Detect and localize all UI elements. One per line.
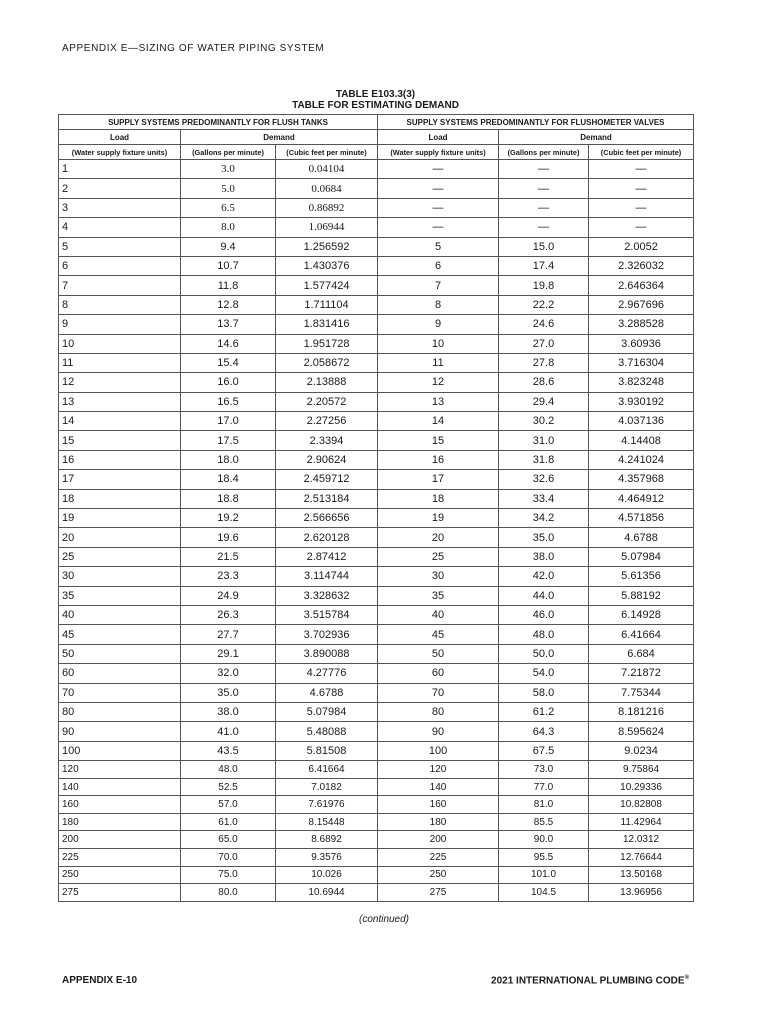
cell-load-left: 120 (59, 761, 181, 779)
cell-load-left: 80 (59, 702, 181, 721)
cell-cfm-left: 0.04104 (276, 160, 378, 179)
cell-load-left: 60 (59, 664, 181, 683)
cell-cfm-left: 10.6944 (276, 884, 378, 902)
cell-load-left: 100 (59, 741, 181, 760)
cell-cfm-right: 2.326032 (589, 256, 694, 275)
table-row (59, 179, 694, 198)
cell-gpm-left: 17.5 (181, 431, 276, 450)
cell-gpm-left: 16.5 (181, 392, 276, 411)
cell-cfm-left: 1.256592 (276, 237, 378, 256)
cell-load-right: — (378, 218, 499, 237)
cell-gpm-left: 10.7 (181, 256, 276, 275)
cell-gpm-right: 27.8 (499, 353, 589, 372)
cell-gpm-left: 35.0 (181, 683, 276, 702)
table-row (59, 567, 694, 586)
cell-load-left: 18 (59, 489, 181, 508)
cell-gpm-left: 52.5 (181, 778, 276, 796)
table-row (59, 761, 694, 779)
cell-load-right: 18 (378, 489, 499, 508)
cell-load-left: 45 (59, 625, 181, 644)
cell-cfm-right: 12.0312 (589, 831, 694, 849)
cell-gpm-right: 28.6 (499, 373, 589, 392)
cell-load-right: 17 (378, 470, 499, 489)
header-gpm-left: (Gallons per minute) (181, 145, 276, 160)
cell-gpm-right: 42.0 (499, 567, 589, 586)
cell-cfm-left: 1.577424 (276, 276, 378, 295)
table-row (59, 547, 694, 566)
cell-gpm-right: — (499, 160, 589, 179)
table-row (59, 586, 694, 605)
cell-cfm-left: 7.0182 (276, 778, 378, 796)
cell-gpm-right: 101.0 (499, 866, 589, 884)
cell-load-left: 225 (59, 849, 181, 867)
cell-cfm-left: 4.27776 (276, 664, 378, 683)
cell-load-left: 13 (59, 392, 181, 411)
cell-cfm-right: 4.571856 (589, 509, 694, 528)
cell-gpm-left: 15.4 (181, 353, 276, 372)
cell-cfm-left: 9.3576 (276, 849, 378, 867)
cell-load-left: 7 (59, 276, 181, 295)
cell-load-right: 9 (378, 315, 499, 334)
cell-cfm-right: 2.646364 (589, 276, 694, 295)
cell-gpm-right: 31.8 (499, 450, 589, 469)
table-row (59, 237, 694, 256)
cell-load-left: 35 (59, 586, 181, 605)
cell-load-left: 5 (59, 237, 181, 256)
cell-gpm-right: 81.0 (499, 796, 589, 814)
cell-cfm-left: 1.06944 (276, 218, 378, 237)
cell-load-right: 275 (378, 884, 499, 902)
cell-gpm-right: 64.3 (499, 722, 589, 741)
header-units-right: (Water supply fixture units) (378, 145, 499, 160)
cell-cfm-right: 3.823248 (589, 373, 694, 392)
cell-gpm-left: 24.9 (181, 586, 276, 605)
cell-gpm-right: — (499, 198, 589, 217)
cell-gpm-right: 29.4 (499, 392, 589, 411)
cell-gpm-left: 6.5 (181, 198, 276, 217)
cell-load-left: 14 (59, 412, 181, 431)
cell-cfm-right: 5.88192 (589, 586, 694, 605)
cell-cfm-right: 13.50168 (589, 866, 694, 884)
cell-load-right: 6 (378, 256, 499, 275)
header-cfm-right: (Cubic feet per minute) (589, 145, 694, 160)
cell-cfm-left: 8.15448 (276, 813, 378, 831)
cell-load-right: 100 (378, 741, 499, 760)
cell-cfm-right: 7.21872 (589, 664, 694, 683)
footer-title-text: 2021 INTERNATIONAL PLUMBING CODE (491, 975, 685, 987)
table-caption (58, 89, 693, 111)
cell-cfm-right: 9.75864 (589, 761, 694, 779)
cell-cfm-left: 6.41664 (276, 761, 378, 779)
cell-cfm-right: 4.464912 (589, 489, 694, 508)
cell-gpm-left: 70.0 (181, 849, 276, 867)
cell-cfm-left: 1.951728 (276, 334, 378, 353)
cell-cfm-left: 2.13888 (276, 373, 378, 392)
cell-load-right: 45 (378, 625, 499, 644)
cell-cfm-right: 6.14928 (589, 605, 694, 624)
cell-cfm-left: 2.3394 (276, 431, 378, 450)
cell-load-right: 5 (378, 237, 499, 256)
cell-load-left: 140 (59, 778, 181, 796)
cell-gpm-right: 104.5 (499, 884, 589, 902)
table-row (59, 160, 694, 179)
cell-gpm-left: 23.3 (181, 567, 276, 586)
cell-cfm-left: 10.026 (276, 866, 378, 884)
cell-load-right: 11 (378, 353, 499, 372)
table-row (59, 831, 694, 849)
cell-gpm-right: 77.0 (499, 778, 589, 796)
table-row (59, 276, 694, 295)
cell-cfm-left: 7.61976 (276, 796, 378, 814)
cell-load-right: 25 (378, 547, 499, 566)
cell-gpm-left: 16.0 (181, 373, 276, 392)
cell-load-left: 16 (59, 450, 181, 469)
cell-load-right: 10 (378, 334, 499, 353)
cell-gpm-right: 15.0 (499, 237, 589, 256)
cell-cfm-left: 2.513184 (276, 489, 378, 508)
table-body (59, 160, 694, 902)
cell-load-right: 90 (378, 722, 499, 741)
cell-gpm-left: 5.0 (181, 179, 276, 198)
cell-load-right: 8 (378, 295, 499, 314)
cell-gpm-left: 19.2 (181, 509, 276, 528)
demand-table (58, 114, 694, 902)
cell-gpm-left: 27.7 (181, 625, 276, 644)
cell-load-right: 7 (378, 276, 499, 295)
cell-gpm-left: 75.0 (181, 866, 276, 884)
cell-cfm-right: 3.288528 (589, 315, 694, 334)
cell-cfm-right: 2.967696 (589, 295, 694, 314)
cell-cfm-left: 2.20572 (276, 392, 378, 411)
table-row (59, 644, 694, 663)
cell-load-left: 3 (59, 198, 181, 217)
cell-gpm-right: 46.0 (499, 605, 589, 624)
cell-load-right: 200 (378, 831, 499, 849)
cell-cfm-left: 8.6892 (276, 831, 378, 849)
table-row (59, 315, 694, 334)
cell-cfm-right: — (589, 179, 694, 198)
cell-gpm-left: 8.0 (181, 218, 276, 237)
cell-gpm-left: 18.4 (181, 470, 276, 489)
cell-cfm-right: 5.61356 (589, 567, 694, 586)
cell-cfm-right: 5.07984 (589, 547, 694, 566)
cell-gpm-left: 12.8 (181, 295, 276, 314)
footer-page-id: APPENDIX E-10 (62, 975, 138, 986)
cell-cfm-right: 12.76644 (589, 849, 694, 867)
cell-cfm-left: 3.515784 (276, 605, 378, 624)
cell-load-left: 8 (59, 295, 181, 314)
cell-gpm-left: 14.6 (181, 334, 276, 353)
cell-gpm-left: 13.7 (181, 315, 276, 334)
cell-gpm-right: 50.0 (499, 644, 589, 663)
cell-gpm-right: 19.8 (499, 276, 589, 295)
cell-load-left: 9 (59, 315, 181, 334)
cell-load-left: 40 (59, 605, 181, 624)
cell-load-right: 80 (378, 702, 499, 721)
header-cfm-left: (Cubic feet per minute) (276, 145, 378, 160)
cell-cfm-right: 11.42964 (589, 813, 694, 831)
cell-gpm-left: 48.0 (181, 761, 276, 779)
cell-gpm-right: 54.0 (499, 664, 589, 683)
cell-gpm-right: 85.5 (499, 813, 589, 831)
cell-cfm-right: 7.75344 (589, 683, 694, 702)
cell-cfm-left: 2.27256 (276, 412, 378, 431)
table-row (59, 373, 694, 392)
cell-cfm-right: 6.41664 (589, 625, 694, 644)
table-row (59, 218, 694, 237)
cell-cfm-right: 2.0052 (589, 237, 694, 256)
cell-gpm-right: 35.0 (499, 528, 589, 547)
cell-load-left: 10 (59, 334, 181, 353)
cell-cfm-left: 2.90624 (276, 450, 378, 469)
cell-cfm-right: 4.241024 (589, 450, 694, 469)
table-row (59, 198, 694, 217)
cell-gpm-left: 17.0 (181, 412, 276, 431)
cell-cfm-left: 2.87412 (276, 547, 378, 566)
cell-load-right: 15 (378, 431, 499, 450)
cell-cfm-left: 3.890088 (276, 644, 378, 663)
cell-load-right: 30 (378, 567, 499, 586)
cell-load-right: — (378, 160, 499, 179)
table-row (59, 702, 694, 721)
cell-gpm-right: 32.6 (499, 470, 589, 489)
cell-gpm-right: 33.4 (499, 489, 589, 508)
cell-gpm-left: 21.5 (181, 547, 276, 566)
cell-gpm-right: 61.2 (499, 702, 589, 721)
cell-load-right: 13 (378, 392, 499, 411)
cell-load-left: 17 (59, 470, 181, 489)
cell-load-right: 140 (378, 778, 499, 796)
table-row (59, 741, 694, 760)
cell-gpm-right: 30.2 (499, 412, 589, 431)
table-title: TABLE FOR ESTIMATING DEMAND (292, 100, 459, 111)
running-head: APPENDIX E—SIZING OF WATER PIPING SYSTEM (62, 43, 325, 54)
table-row (59, 866, 694, 884)
cell-cfm-left: 5.07984 (276, 702, 378, 721)
table-row (59, 412, 694, 431)
table-row (59, 778, 694, 796)
cell-cfm-left: 4.6788 (276, 683, 378, 702)
cell-gpm-left: 41.0 (181, 722, 276, 741)
cell-cfm-right: 9.0234 (589, 741, 694, 760)
table-row (59, 605, 694, 624)
cell-load-left: 25 (59, 547, 181, 566)
header-load-left: Load (59, 130, 181, 145)
cell-gpm-left: 65.0 (181, 831, 276, 849)
cell-cfm-right: 10.82808 (589, 796, 694, 814)
cell-gpm-left: 61.0 (181, 813, 276, 831)
cell-load-right: 60 (378, 664, 499, 683)
cell-gpm-left: 57.0 (181, 796, 276, 814)
cell-load-left: 90 (59, 722, 181, 741)
cell-cfm-right: 10.29336 (589, 778, 694, 796)
continued-note: (continued) (358, 914, 410, 925)
cell-gpm-right: 38.0 (499, 547, 589, 566)
cell-load-left: 250 (59, 866, 181, 884)
cell-gpm-left: 80.0 (181, 884, 276, 902)
cell-gpm-right: 24.6 (499, 315, 589, 334)
cell-cfm-right: 4.6788 (589, 528, 694, 547)
cell-cfm-right: — (589, 218, 694, 237)
header-demand-right: Demand (499, 130, 694, 145)
cell-load-left: 20 (59, 528, 181, 547)
header-demand-left: Demand (181, 130, 378, 145)
cell-load-right: 225 (378, 849, 499, 867)
cell-cfm-right: 3.716304 (589, 353, 694, 372)
cell-gpm-right: 44.0 (499, 586, 589, 605)
table-row (59, 431, 694, 450)
cell-load-left: 180 (59, 813, 181, 831)
cell-gpm-right: 67.5 (499, 741, 589, 760)
cell-cfm-left: 3.702936 (276, 625, 378, 644)
cell-load-right: 120 (378, 761, 499, 779)
cell-gpm-right: 31.0 (499, 431, 589, 450)
cell-load-right: 160 (378, 796, 499, 814)
table-row (59, 392, 694, 411)
table-row (59, 813, 694, 831)
cell-gpm-right: — (499, 179, 589, 198)
cell-cfm-right: 3.930192 (589, 392, 694, 411)
cell-gpm-left: 11.8 (181, 276, 276, 295)
cell-gpm-left: 19.6 (181, 528, 276, 547)
cell-load-left: 30 (59, 567, 181, 586)
cell-cfm-left: 5.48088 (276, 722, 378, 741)
cell-gpm-left: 38.0 (181, 702, 276, 721)
cell-load-left: 275 (59, 884, 181, 902)
cell-cfm-left: 1.831416 (276, 315, 378, 334)
cell-cfm-right: 4.357968 (589, 470, 694, 489)
cell-cfm-right: 4.037136 (589, 412, 694, 431)
cell-gpm-left: 29.1 (181, 644, 276, 663)
cell-load-left: 4 (59, 218, 181, 237)
cell-load-right: 35 (378, 586, 499, 605)
cell-load-left: 160 (59, 796, 181, 814)
table-row (59, 722, 694, 741)
table-row (59, 884, 694, 902)
cell-load-right: 250 (378, 866, 499, 884)
table-row (59, 796, 694, 814)
cell-cfm-left: 2.620128 (276, 528, 378, 547)
table-row (59, 664, 694, 683)
cell-gpm-left: 32.0 (181, 664, 276, 683)
table-row (59, 295, 694, 314)
cell-cfm-right: 13.96956 (589, 884, 694, 902)
table-row (59, 849, 694, 867)
cell-gpm-left: 9.4 (181, 237, 276, 256)
table-row (59, 683, 694, 702)
cell-load-right: 70 (378, 683, 499, 702)
registered-mark: ® (684, 975, 689, 981)
cell-cfm-left: 5.81508 (276, 741, 378, 760)
cell-cfm-left: 1.711104 (276, 295, 378, 314)
cell-load-right: 40 (378, 605, 499, 624)
cell-load-left: 15 (59, 431, 181, 450)
cell-cfm-left: 2.566656 (276, 509, 378, 528)
cell-load-right: — (378, 198, 499, 217)
cell-load-left: 2 (59, 179, 181, 198)
cell-cfm-right: 6.684 (589, 644, 694, 663)
header-gpm-right: (Gallons per minute) (499, 145, 589, 160)
cell-load-left: 70 (59, 683, 181, 702)
cell-gpm-right: 34.2 (499, 509, 589, 528)
cell-gpm-left: 18.0 (181, 450, 276, 469)
cell-load-left: 50 (59, 644, 181, 663)
cell-load-right: 14 (378, 412, 499, 431)
table-row (59, 528, 694, 547)
cell-gpm-right: 73.0 (499, 761, 589, 779)
cell-gpm-left: 18.8 (181, 489, 276, 508)
header-load-right: Load (378, 130, 499, 145)
cell-gpm-right: 95.5 (499, 849, 589, 867)
cell-cfm-right: — (589, 198, 694, 217)
table-number: TABLE E103.3(3) (335, 89, 416, 100)
table-row (59, 509, 694, 528)
cell-gpm-left: 3.0 (181, 160, 276, 179)
cell-gpm-right: 90.0 (499, 831, 589, 849)
cell-load-left: 1 (59, 160, 181, 179)
cell-cfm-left: 1.430376 (276, 256, 378, 275)
cell-gpm-right: 22.2 (499, 295, 589, 314)
table-row (59, 334, 694, 353)
cell-gpm-right: — (499, 218, 589, 237)
cell-gpm-right: 27.0 (499, 334, 589, 353)
table-row (59, 353, 694, 372)
table-row (59, 450, 694, 469)
table-row (59, 256, 694, 275)
cell-load-right: 19 (378, 509, 499, 528)
cell-load-left: 6 (59, 256, 181, 275)
cell-load-right: 16 (378, 450, 499, 469)
cell-load-right: — (378, 179, 499, 198)
cell-load-left: 200 (59, 831, 181, 849)
cell-cfm-left: 3.328632 (276, 586, 378, 605)
cell-load-right: 20 (378, 528, 499, 547)
cell-cfm-right: — (589, 160, 694, 179)
cell-cfm-left: 0.86892 (276, 198, 378, 217)
header-flushometer-valves: SUPPLY SYSTEMS PREDOMINANTLY FOR FLUSHOMETER VALVES (378, 115, 694, 130)
cell-load-left: 12 (59, 373, 181, 392)
cell-cfm-right: 4.14408 (589, 431, 694, 450)
header-flush-tanks: SUPPLY SYSTEMS PREDOMINANTLY FOR FLUSH TANKS (59, 115, 378, 130)
footer-code-title (491, 975, 689, 986)
table-row (59, 625, 694, 644)
cell-load-right: 12 (378, 373, 499, 392)
cell-gpm-right: 58.0 (499, 683, 589, 702)
cell-cfm-left: 2.459712 (276, 470, 378, 489)
table-row (59, 470, 694, 489)
table-row (59, 489, 694, 508)
cell-cfm-left: 0.0684 (276, 179, 378, 198)
cell-load-left: 11 (59, 353, 181, 372)
cell-cfm-left: 2.058672 (276, 353, 378, 372)
cell-gpm-left: 26.3 (181, 605, 276, 624)
cell-cfm-right: 8.595624 (589, 722, 694, 741)
cell-cfm-right: 8.181216 (589, 702, 694, 721)
cell-cfm-right: 3.60936 (589, 334, 694, 353)
header-units-left: (Water supply fixture units) (59, 145, 181, 160)
cell-load-right: 180 (378, 813, 499, 831)
cell-cfm-left: 3.114744 (276, 567, 378, 586)
cell-load-right: 50 (378, 644, 499, 663)
cell-gpm-left: 43.5 (181, 741, 276, 760)
cell-gpm-right: 17.4 (499, 256, 589, 275)
cell-gpm-right: 48.0 (499, 625, 589, 644)
cell-load-left: 19 (59, 509, 181, 528)
